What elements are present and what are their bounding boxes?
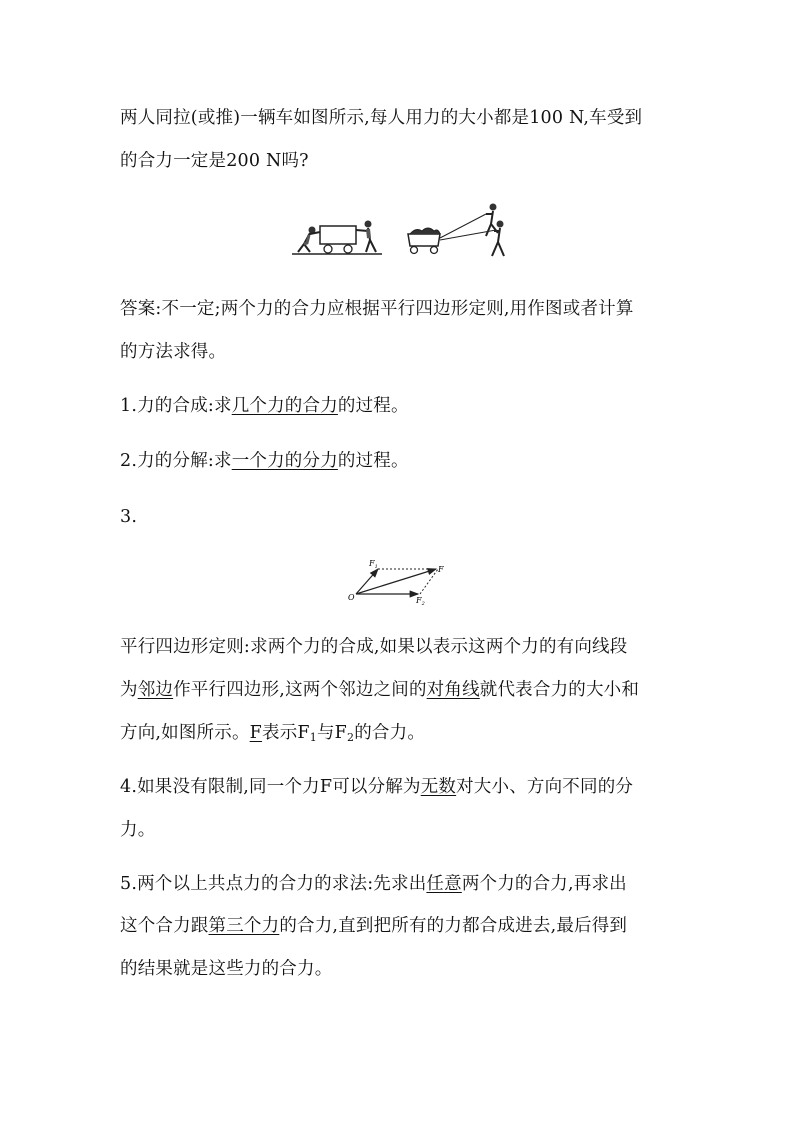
item-1-suffix: 的过程。 (337, 396, 409, 416)
item-1-prefix: 1.力的合成:求 (120, 396, 232, 416)
cart-push-pull-figure (290, 200, 510, 270)
item-3-line-1: 平行四边形定则:求两个力的合成,如果以表示这两个力的有向线段 (120, 637, 628, 657)
item-5-line-2 (120, 914, 627, 938)
item-3-number: 3. (120, 507, 138, 527)
parallelogram-diagram (344, 556, 454, 608)
item-3-line-2-mid: 作平行四边形,这两个邻边之间的 (173, 680, 427, 700)
question-line-2: 的合力一定是200 N吗? (120, 151, 309, 171)
item-5-underlined-any: 任意 (426, 874, 462, 894)
item-4-underlined: 无数 (420, 777, 457, 797)
item-2-prefix: 2.力的分解:求 (120, 451, 232, 471)
label-F1: $F_1$ (369, 559, 378, 570)
item-5-line-1 (120, 872, 627, 896)
answer-line-1: 答案:不一定;两个力的合力应根据平行四边形定则,用作图或者计算 (120, 299, 634, 319)
question-line-1: 两人同拉(或推)一辆车如图所示,每人用力的大小都是100 N,车受到 (120, 108, 643, 128)
answer-line-2: 的方法求得。 (120, 342, 227, 362)
item-3-line-3-mid1: 表示F (262, 723, 310, 743)
item-5-prefix: 5.两个以上共点力的合力的求法:先求出 (120, 874, 427, 894)
item-3-line-3-sub1: 1 (309, 731, 317, 744)
item-1 (120, 394, 409, 418)
item-3-underlined-F: F (249, 723, 263, 743)
item-4-suffix: 对大小、方向不同的分 (456, 777, 634, 797)
item-5-underlined-third: 第三个力 (208, 916, 280, 936)
item-3-line-2 (120, 678, 639, 702)
item-3-line-3-mid2: 与F (316, 723, 348, 743)
item-5-suffix: 两个力的合力,再求出 (461, 874, 627, 894)
item-5-line-3: 的结果就是这些力的合力。 (120, 959, 333, 979)
item-4-prefix: 4.如果没有限制,同一个力F可以分解为 (120, 777, 421, 797)
item-1-underlined: 几个力的合力 (231, 396, 338, 416)
item-3-line-3 (120, 721, 425, 750)
item-2-underlined: 一个力的分力 (231, 451, 338, 471)
item-2-suffix: 的过程。 (337, 451, 409, 471)
item-3-line-2-suffix: 就代表合力的大小和 (479, 680, 640, 700)
item-3-line-3-sub2: 2 (347, 731, 355, 744)
item-4-line-1 (120, 775, 633, 799)
item-3-line-2-prefix: 为 (120, 680, 138, 700)
label-F: F (438, 565, 444, 574)
item-3-line-3-prefix: 方向,如图所示。 (120, 723, 250, 743)
item-3-line-3-suffix: 的合力。 (354, 723, 426, 743)
item-5-line-2-suffix: 的合力,直到把所有的力都合成进去,最后得到 (279, 916, 628, 936)
item-3-underlined-diagonal: 对角线 (426, 680, 480, 700)
label-O: O (348, 593, 355, 602)
item-5-line-2-prefix: 这个合力跟 (120, 916, 209, 936)
item-4-line-2: 力。 (120, 820, 156, 840)
item-3-underlined-adjacent-sides: 邻边 (137, 680, 174, 700)
item-2 (120, 449, 409, 473)
label-F2: $F_2$ (416, 596, 425, 607)
